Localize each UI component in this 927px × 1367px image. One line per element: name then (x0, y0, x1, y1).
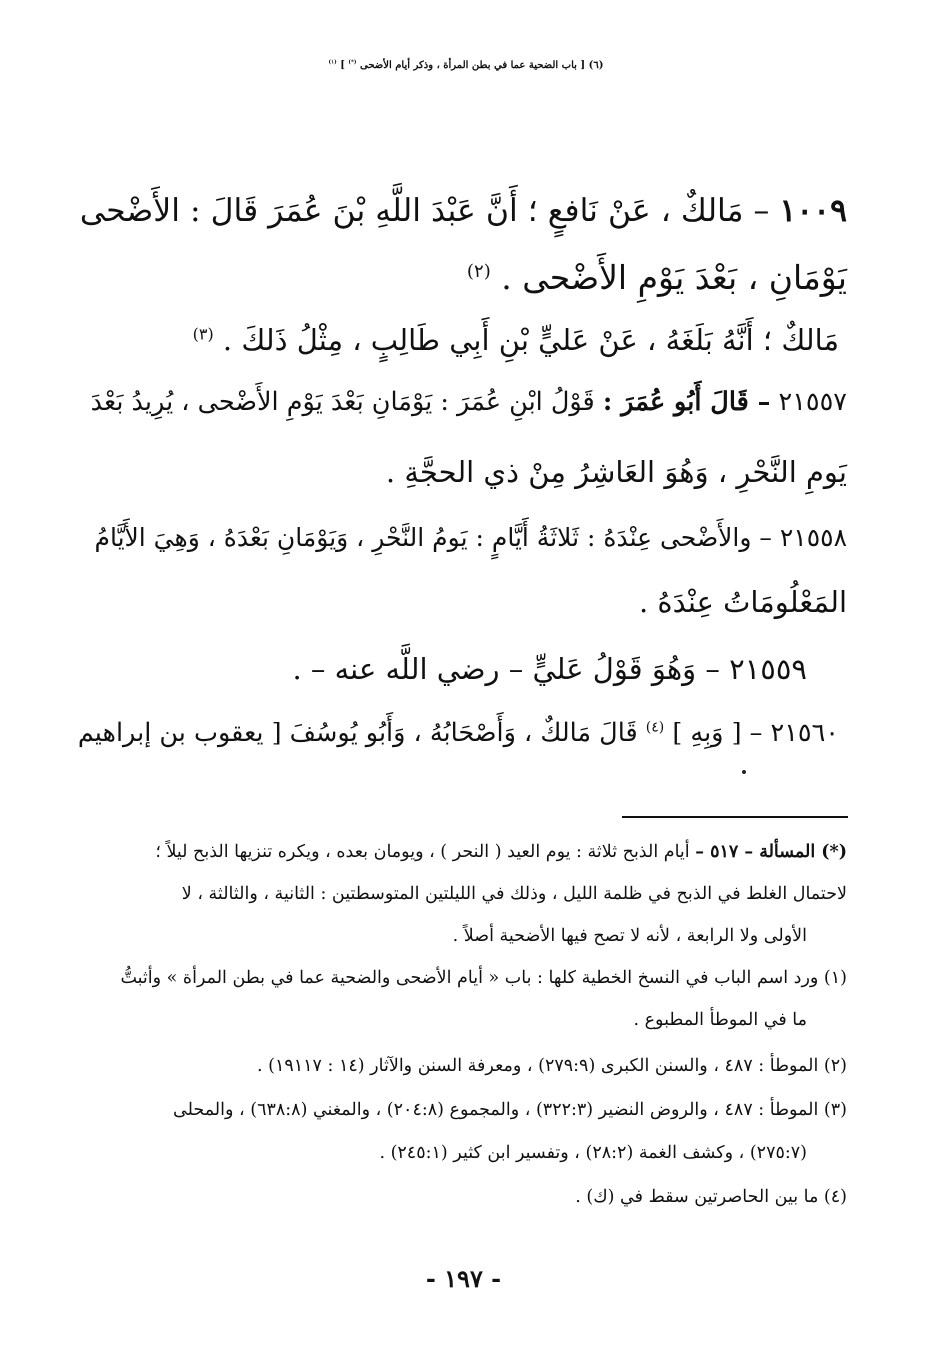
para-21560-text-2: قَالَ مَالكٌ ، وَأَصْحَابُهُ ، وَأَبُو يُوسُفَ [ يعقوب بن إبراهيم (77, 718, 638, 748)
footnote-star-text-2: لاحتمال الغلط في الذبح في ظلمة الليل ، وذلك في الليلتين المتوسطتين : الثانية ، والثالثة ، لا (181, 884, 847, 904)
para-21558-line1 (94, 523, 847, 552)
footnote-3-line2 (379, 1143, 807, 1163)
para-21558-line2 (639, 585, 847, 619)
footnote-4 (575, 1187, 847, 1207)
footnote-2-text: (٢) الموطأ : ٤٨٧ ، والسنن الكبرى (٢٧٩:٩) ، ومعرفة السنن والآثار (١٤ : ١٩١١٧) . (257, 1056, 847, 1076)
para-21557-text-2: يَومِ النَّحْرِ ، وَهُوَ العَاشِرُ مِنْ ذي الحجَّةِ . (385, 455, 847, 489)
page-number: - ١٩٧ - (425, 1264, 502, 1293)
para-21557-speaker: – قَالَ أَبُو عُمَرَ : (602, 387, 771, 417)
footnote-1-text-1: (١) ورد اسم الباب في النسخ الخطية كلها : باب « أيام الأضحى والضحية عما في بطن المرأة » وأثبتُّ (120, 968, 847, 988)
hadith-1009-text-3: مَالكٌ ؛ أَنَّهُ بَلَغَهُ ، عَنْ عَليٍّ بْنِ أَبِي طَالِبٍ ، مِثْلُ ذَلكَ . (222, 323, 839, 357)
footnote-star-line3 (453, 926, 807, 946)
footnote-star-text-1: أيام الذبح ثلاثة : يوم العيد ( النحر ) ، ويومان بعده ، ويكره تنزيها الذبح ليلاً ؛ (155, 842, 690, 862)
footnote-ref-3: (٣) (192, 324, 214, 344)
para-21557-text-1: قَوْلُ ابْنِ عُمَرَ : يَوْمَانِ بَعْدَ يَوْمِ الأَضْحى ، يُرِيدُ بَعْدَ (90, 387, 595, 417)
footnote-star-line1 (155, 842, 847, 862)
para-21557-line2 (386, 455, 847, 489)
para-21559-number: ٢١٥٥٩ (729, 652, 807, 686)
chapter-title-marker: (*) (348, 59, 357, 66)
hadith-1009-text-2: يَوْمَانِ ، بَعْدَ يَوْمِ الأَضْحى . (501, 258, 847, 297)
footnote-4-text: (٤) ما بين الحاصرتين سقط في (ك) . (575, 1187, 847, 1207)
chapter-title-text: (٦) [ باب الضحية عما في بطن المرأة ، وذكر أيام الأضحى (360, 60, 604, 71)
footnote-3-text-1: (٣) الموطأ : ٤٨٧ ، والروض النضير (٣٢٢:٣) ، والمجموع (٢٠٤:٨) ، والمغني (٦٣٨:٨) ، والمحلى (173, 1100, 847, 1120)
chapter-title-note: (١) (328, 59, 337, 66)
para-21560-number: ٢١٥٦٠ (770, 718, 839, 748)
footnote-star-label: (*) المسألة – ٥١٧ – (695, 842, 847, 862)
footnote-2 (257, 1056, 847, 1076)
footnote-3-line1 (173, 1100, 847, 1120)
para-21558-text-2: المَعْلُومَاتُ عِنْدَهُ . (638, 585, 847, 619)
hadith-1009-line2 (467, 258, 847, 297)
para-21560-text-1: – [ وَبِهِ ] (672, 718, 763, 748)
footnote-star-text-3: الأولى ولا الرابعة ، لأنه لا تصح فيها الأضحية أصلاً . (452, 926, 807, 946)
footnote-ref-2: (٢) (466, 261, 491, 282)
footnote-3-text-2: (٢٧٥:٧) ، وكشف الغمة (٢٨:٢) ، وتفسير ابن كثير (٢٤٥:١) . (379, 1143, 807, 1163)
para-21557-number: ٢١٥٥٧ (778, 387, 847, 417)
hadith-1009-line3 (193, 323, 839, 357)
para-21559-text-1: – وَهُوَ قَوْلُ عَليٍّ – رضي اللَّه عنه – . (292, 652, 720, 686)
footnote-star-line2 (182, 884, 847, 904)
para-21558-number: ٢١٥٥٨ (779, 523, 847, 552)
footnote-1-line1 (120, 968, 847, 988)
para-21557-line1 (91, 387, 847, 417)
para-21559-line1 (292, 652, 807, 686)
hadith-1009-number: ١٠٠٩ (779, 192, 847, 229)
hadith-1009-text-1: – مَالكٌ ، عَنْ نَافعٍ ؛ أَنَّ عَبْدَ اللَّهِ بْنَ عُمَرَ قَالَ : الأَضْحى (79, 193, 770, 229)
para-21558-text-1: – والأَضْحى عِنْدَهُ : ثَلاثَةُ أَيَّامٍ : يَومُ النَّحْرِ ، وَيَوْمَانِ بَعْدَهُ ، وَهِيَ الأَيَّامُ (94, 523, 772, 552)
para-21560-line1 (78, 718, 839, 748)
chapter-title (80, 60, 852, 71)
chapter-title-close: ] (340, 60, 345, 71)
footnote-ref-4: (٤) (645, 719, 665, 736)
hadith-1009-line1 (80, 192, 847, 229)
footnote-1-line2 (633, 1010, 807, 1030)
footnote-separator (622, 816, 848, 818)
ink-dot (742, 770, 746, 774)
footnote-1-text-2: ما في الموطأ المطبوع . (633, 1010, 807, 1030)
